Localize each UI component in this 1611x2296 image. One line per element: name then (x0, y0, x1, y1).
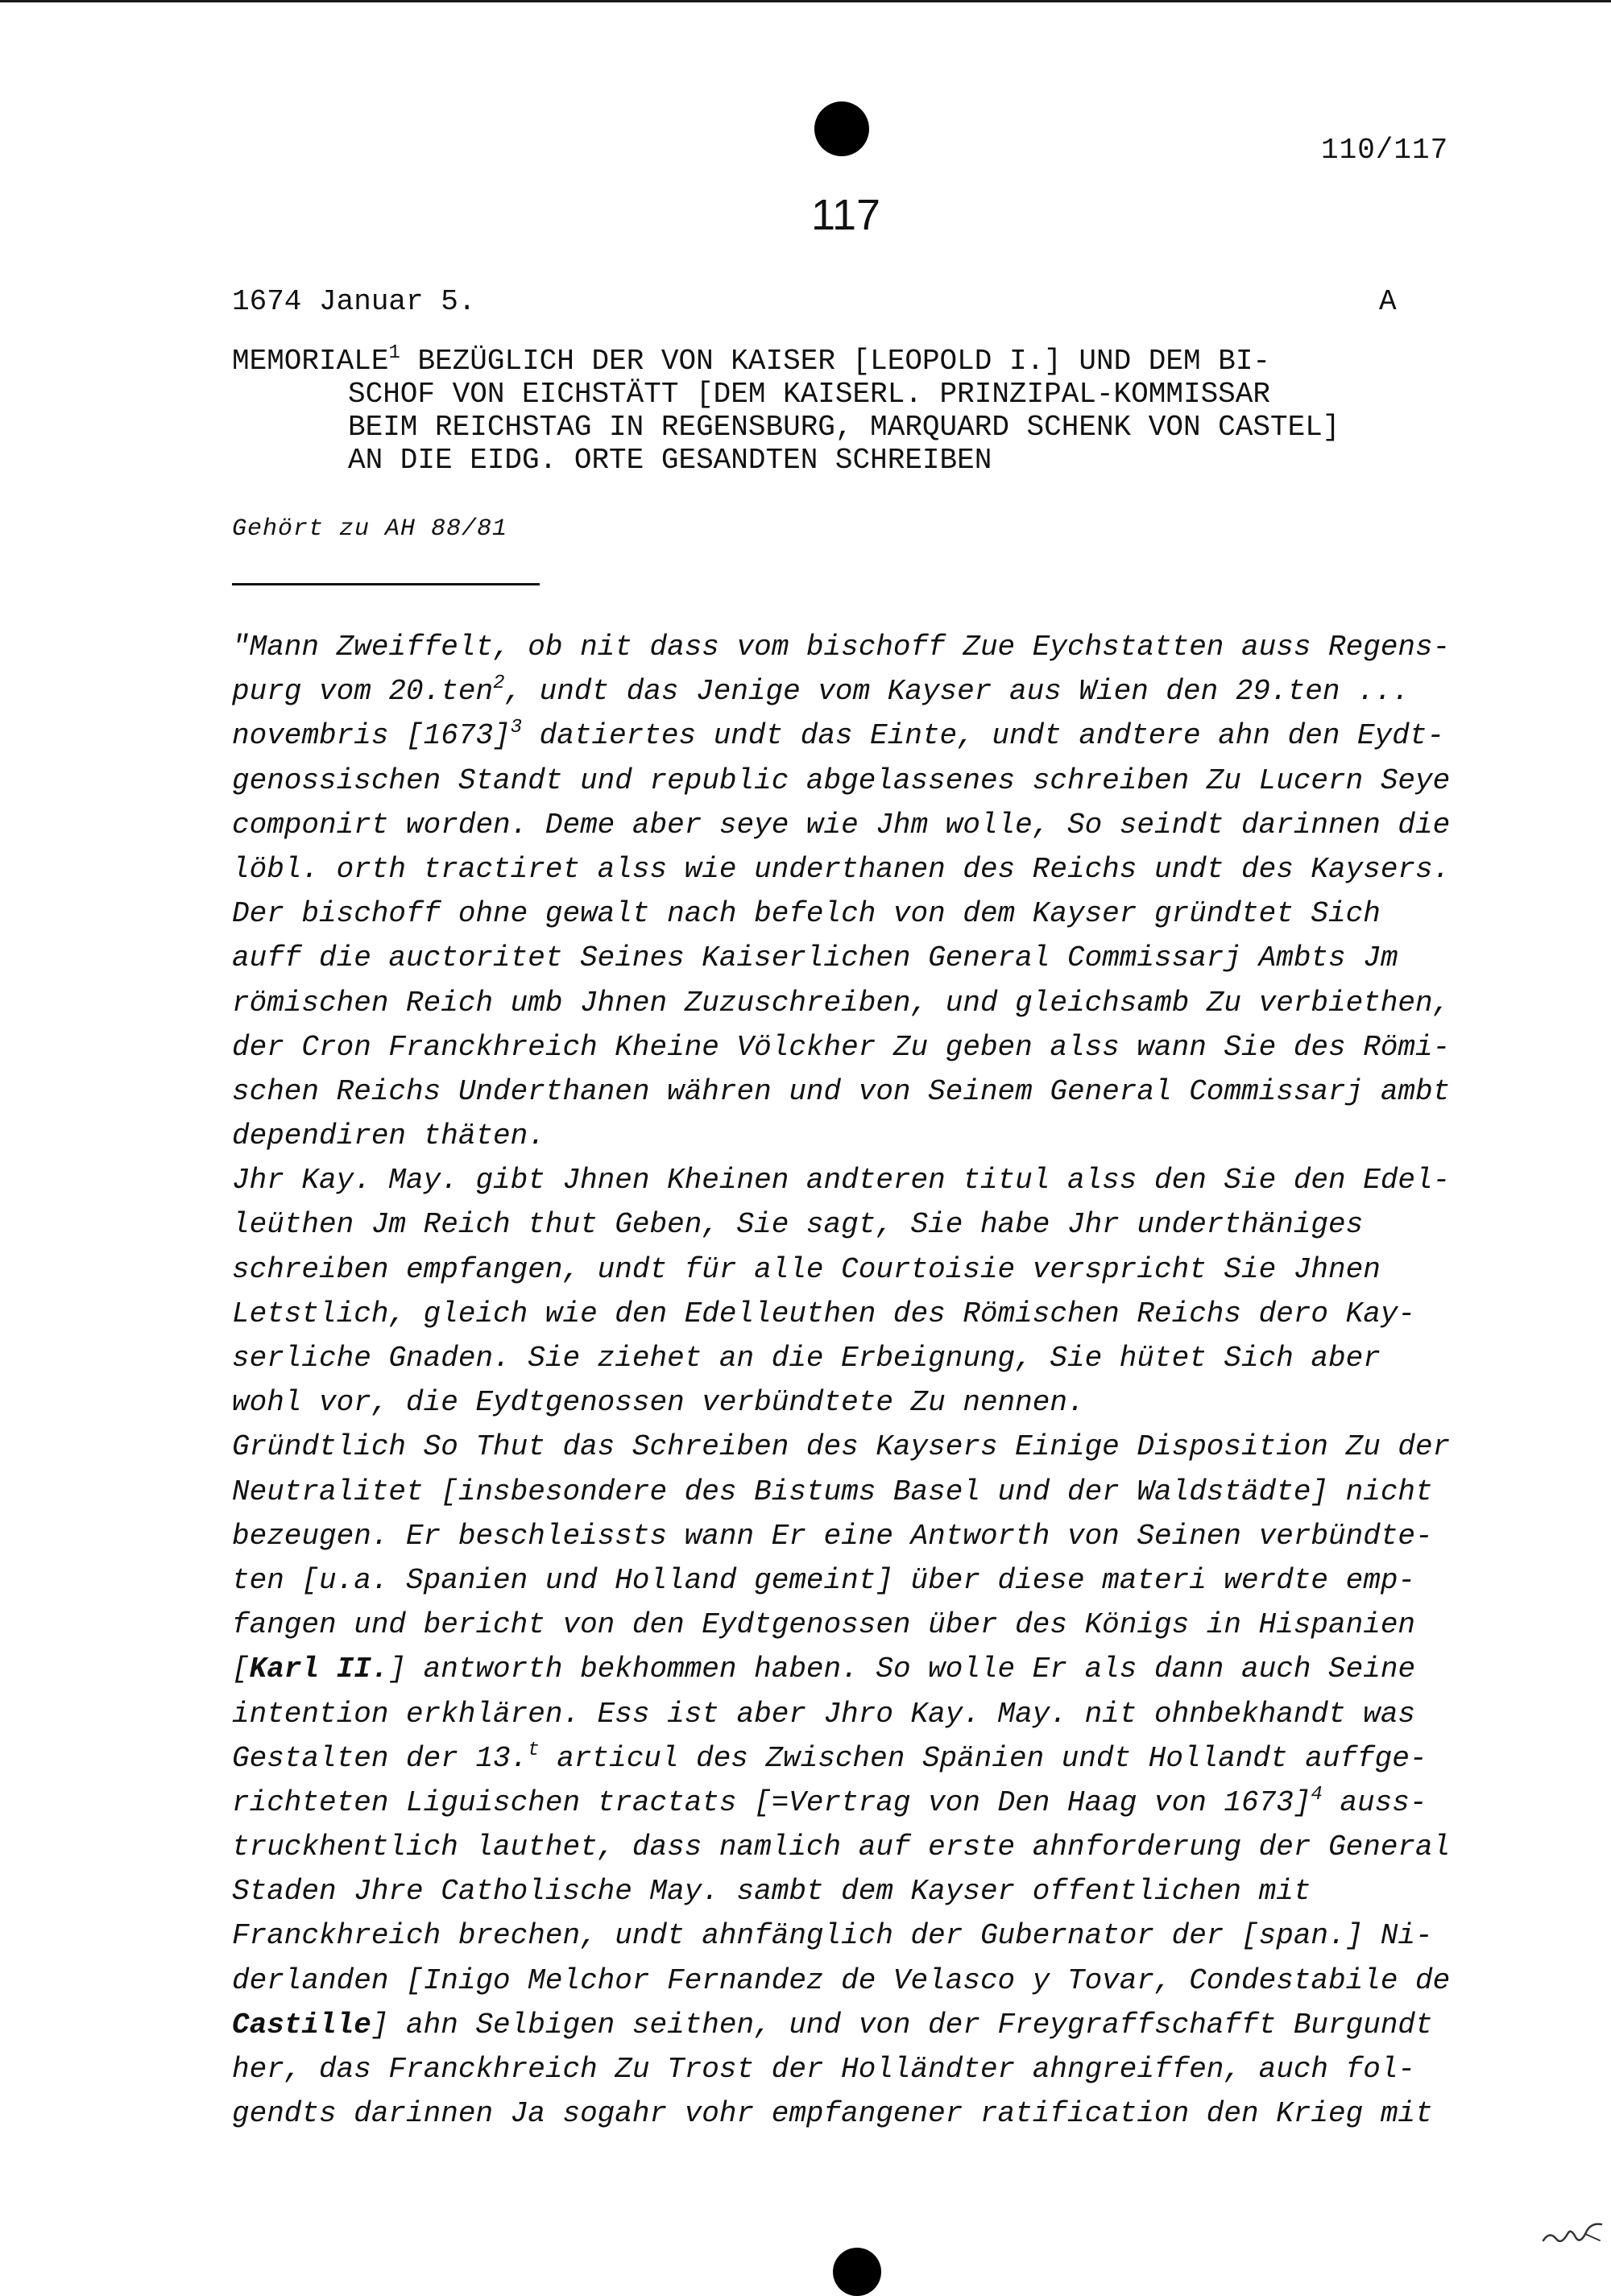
handwritten-mark (1539, 2216, 1606, 2252)
text-line: Jhr Kay. May. gibt Jhnen Kheinen andteren titul alss den Sie den Edel- (232, 1164, 1451, 1198)
section-divider (232, 583, 540, 585)
document-number: 117 (810, 191, 881, 239)
text-line: [Karl II.] antworth bekhommen haben. So wolle Er als dann auch Seine (232, 1653, 1416, 1686)
text-line: Der bischoff ohne gewalt nach befelch von dem Kayser gründtet Sich (232, 897, 1381, 931)
text-line: novembris $[1673]^3$ datiertes undt das Einte, undt andtere ahn den Eydt- (232, 717, 1445, 753)
text-line: derlanden [Inigo Melchor Fernandez de Velasco y Tovar, Condestabile de (232, 1963, 1451, 1997)
text-line: serliche Gnaden. Sie ziehet an die Erbeignung, Sie hütet Sich aber (232, 1342, 1381, 1375)
footnote-marker: 1 (388, 342, 400, 364)
scan-top-edge (0, 0, 1611, 2)
belongs-to-note: Gehört zu AH 88/81 (232, 515, 508, 543)
text-line: löbl. orth tractiret alss wie underthanen des Reichs undt des Kaysers. (232, 852, 1451, 886)
text-line: bezeugen. Er beschleissts wann Er eine Antworth von Seinen verbündte- (232, 1519, 1433, 1553)
text-line: "Mann Zweiffelt, ob nit dass vom bischoff Zue Eychstatten auss Regens- (232, 631, 1451, 664)
text-line: Letstlich, gleich wie den Edelleuthen des Römischen Reichs dero Kay- (232, 1297, 1416, 1330)
title-line: BEIM REICHSTAG IN REGENSBURG, MARQUARD SCHENK VON CASTEL] (348, 411, 1340, 444)
text-line: Staden Jhre Catholische May. sambt dem Kayser offentlichen mit (232, 1875, 1311, 1909)
text-line: auff die auctoritet Seines Kaiserlichen General Commissarj Ambts Jm (232, 941, 1398, 975)
text-line: dependiren thäten. (232, 1119, 545, 1153)
text-line: truckhentlich lauthet, dass namlich auf erste ahnforderung der General (232, 1831, 1451, 1864)
text-line: leüthen Jm Reich thut Geben, Sie sagt, Sie habe Jhr underthäniges (232, 1208, 1364, 1242)
text-line: Castille] ahn Selbigen seithen, und von der Freygraffschafft Burgundt (232, 2008, 1433, 2042)
text-line: genossischen Standt und republic abgelassenes schreiben Zu Lucern Seye (232, 763, 1451, 797)
document-marker: A (1379, 285, 1397, 318)
document-date: 1674 Januar 5. (232, 285, 476, 318)
text-line: Neutralitet [insbesondere des Bistums Basel und der Waldstädte] nicht (232, 1475, 1433, 1508)
text-line: wohl vor, die Eydtgenossen verbündtete Zu nennen. (232, 1386, 1085, 1420)
footnote-marker: 4 (1311, 1783, 1323, 1806)
text-line: gendts darinnen Ja sogahr vohr empfangener ratification den Krieg mit (232, 2097, 1433, 2131)
footnote-marker: 3 (510, 717, 523, 739)
title-line: SCHOF VON EICHSTÄTT [DEM KAISERL. PRINZIPAL-KOMMISSAR (348, 378, 1270, 411)
transcription-text (232, 625, 1464, 2136)
text-line: fangen und bericht von den Eydtgenossen über des Königs in Hispanien (232, 1608, 1416, 1642)
text-line: her, das Franckhreich Zu Trost der Holländter ahngreiffen, auch fol- (232, 2053, 1416, 2086)
punch-hole-top (814, 101, 869, 156)
text-line: Gestalten der 13.$^t$ articul des Zwischen Spänien undt Hollandt auffge- (232, 1739, 1427, 1775)
text-line: purg vom 20.ten$^2$, undt das Jenige vom Kayser aus Wien den 29.ten ... (232, 672, 1410, 709)
text-line: Gründtlich So Thut das Schreiben des Kaysers Einige Disposition Zu der (232, 1430, 1451, 1464)
text-line: componirt worden. Deme aber seye wie Jhm wolle, So seindt darinnen die (232, 808, 1451, 842)
text-line: schen Reichs Underthanen währen und von Seinem General Commissarj ambt (232, 1074, 1451, 1108)
text-line: ten [u.a. Spanien und Holland gemeint] über diese materi werdte emp- (232, 1563, 1416, 1597)
reference-number: 110/117 (1321, 134, 1449, 167)
text-line: römischen Reich umb Jhnen Zuzuschreiben, und gleichsamb Zu verbiethen, (232, 986, 1451, 1020)
emphasized-name: Karl II. (249, 1653, 389, 1686)
punch-hole-bottom (833, 2248, 881, 2296)
emphasized-name: Castille (232, 2008, 371, 2042)
text-line: intention erkhlären. Ess ist aber Jhro Kay. May. nit ohnbekhandt was (232, 1697, 1416, 1731)
title-line: MEMORIALE$^1$ BEZÜGLICH DER VON KAISER [LEOPOLD I.] UND DEM BI- (232, 342, 1271, 378)
title-line: AN DIE EIDG. ORTE GESANDTEN SCHREIBEN (348, 444, 992, 477)
text-line: Franckhreich brechen, undt ahnfänglich der Gubernator der [span.] Ni- (232, 1919, 1433, 1953)
footnote-marker: 2 (493, 672, 505, 695)
superscript: t (528, 1739, 540, 1761)
text-line: der Cron Franckhreich Kheine Völckher Zu geben alss wann Sie des Römi- (232, 1030, 1451, 1064)
text-line: richteten Liguischen tractats [=Vertrag von Den Haag von 1673]$^4$ auss- (232, 1783, 1427, 1819)
document-title (232, 342, 1440, 477)
text-line: schreiben empfangen, undt für alle Courtoisie verspricht Sie Jhnen (232, 1252, 1381, 1286)
